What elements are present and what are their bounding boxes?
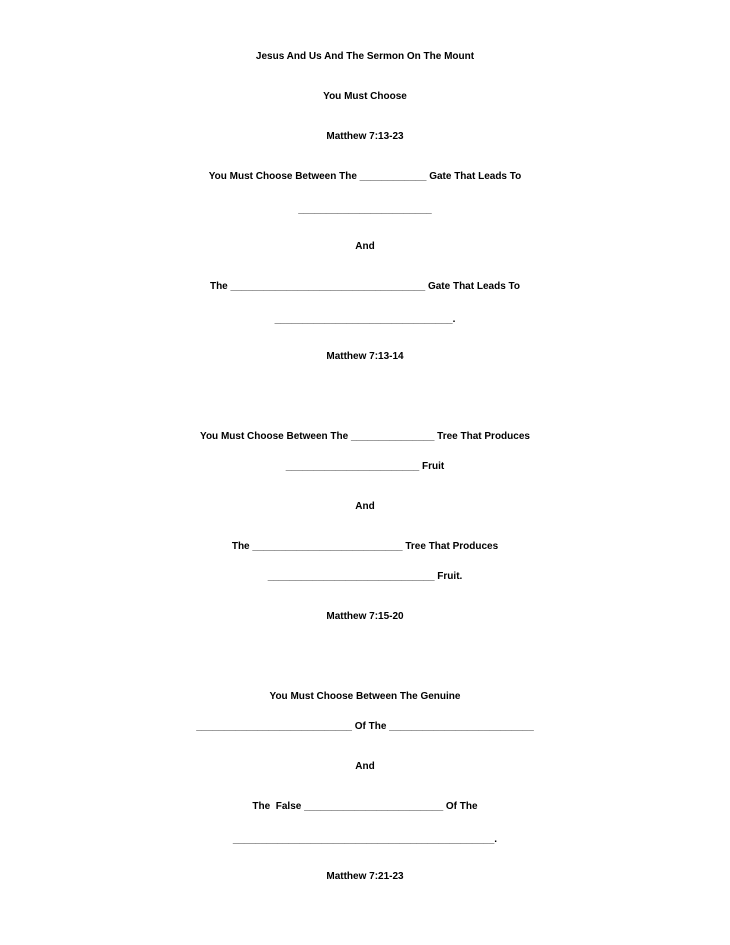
gates-line-3: The ___________________________________ Gate That Leads To <box>209 281 521 292</box>
main-scripture-reference: Matthew 7:13-23 <box>326 131 404 142</box>
trees-line-3: The ___________________________ Tree That Produces <box>231 541 499 552</box>
genuine-line-4: _______________________________________________. <box>232 834 498 845</box>
trees-and: And <box>355 501 375 512</box>
worksheet-title: Jesus And Us And The Sermon On The Mount <box>255 51 475 62</box>
gates-and: And <box>355 241 375 252</box>
genuine-line-2: ____________________________ Of The __________________________ <box>196 721 534 732</box>
genuine-line-1: You Must Choose Between The Genuine <box>269 691 461 702</box>
genuine-and: And <box>355 761 375 772</box>
genuine-line-3: The False _________________________ Of The <box>252 801 478 812</box>
gates-line-4: ________________________________. <box>274 314 456 325</box>
gates-reference: Matthew 7:13-14 <box>326 351 404 362</box>
trees-line-2: ________________________ Fruit <box>285 461 445 472</box>
gates-line-1: You Must Choose Between The ____________ Gate That Leads To <box>208 171 522 182</box>
trees-line-4: ______________________________ Fruit. <box>267 571 463 582</box>
gates-line-2: ________________________ <box>298 204 432 215</box>
genuine-reference: Matthew 7:21-23 <box>326 871 404 882</box>
trees-reference: Matthew 7:15-20 <box>326 611 404 622</box>
worksheet-subtitle: You Must Choose <box>323 91 407 102</box>
trees-line-1: You Must Choose Between The _______________ Tree That Produces <box>200 431 530 442</box>
